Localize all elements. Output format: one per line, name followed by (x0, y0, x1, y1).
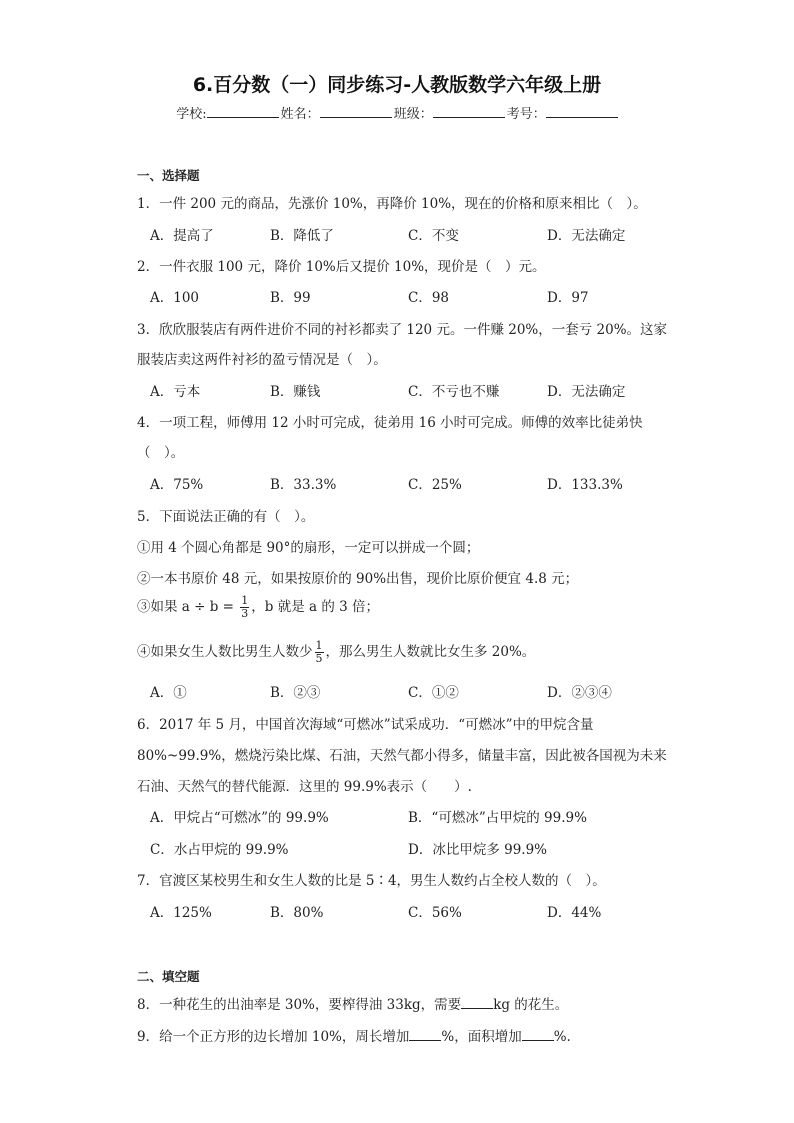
question-7-options (150, 901, 710, 921)
section-choice-title: 一、选择题 (137, 168, 200, 183)
answer-blank-area[interactable] (522, 1028, 554, 1041)
option-b[interactable]: B．“可燃冰”占甲烷的 99.9% (408, 810, 587, 826)
question-5-options (150, 681, 710, 701)
question-3-stem-line2: 服装店卖这两件衬衫的盈亏情况是（ ）。 (137, 352, 387, 368)
option-d[interactable]: D．44% (547, 905, 602, 921)
option-c[interactable]: C．25% (408, 477, 462, 493)
statement-3 (137, 595, 379, 620)
option-d[interactable]: D．冰比甲烷多 99.9% (408, 842, 548, 858)
statement-4-part-b: ，那么男生人数就比女生多 20%。 (325, 644, 536, 660)
exam-blank[interactable] (546, 105, 618, 118)
question-8-part-a: 8．一种花生的出油率是 30%，要榨得油 33kg，需要 (137, 997, 462, 1013)
option-a[interactable]: A．125% (150, 905, 212, 921)
option-d[interactable]: D．97 (547, 290, 589, 306)
fraction-one-fifth (315, 640, 324, 665)
option-d[interactable]: D．无法确定 (547, 228, 626, 244)
question-5-stem: 5．下面说法正确的有（ ）。 (137, 509, 315, 525)
option-d[interactable]: D．②③④ (547, 685, 612, 701)
question-8-part-b: kg 的花生。 (493, 997, 569, 1013)
statement-1: ①用 4 个圆心角都是 90°的扇形，一定可以拼成一个圆； (137, 540, 480, 556)
school-blank[interactable] (207, 105, 279, 118)
question-1-options (150, 224, 710, 244)
question-7-stem: 7．官渡区某校男生和女生人数的比是 5∶4，男生人数约占全校人数的（ ）。 (137, 873, 606, 889)
question-8 (137, 993, 568, 1013)
question-6-stem-line1: 6．2017 年 5 月，中国首次海域“可燃冰”试采成功．“可燃冰”中的甲烷含量 (137, 717, 594, 733)
fraction-denominator: 3 (241, 607, 249, 620)
question-6-options-row1 (150, 806, 710, 826)
class-label: 班级： (393, 107, 433, 122)
question-6-stem-line2: 80%~99.9%，燃烧污染比煤、石油，天然气都小得多，储量丰富，因此被各国视为未来 (137, 748, 667, 764)
statement-4-part-a: ④如果女生人数比男生人数少 (137, 644, 313, 660)
question-2-stem: 2．一件衣服 100 元，降价 10%后又提价 10%，现价是（ ）元。 (137, 259, 546, 275)
option-a[interactable]: A．甲烷占“可燃冰”的 99.9% (150, 810, 329, 826)
statement-2: ②一本书原价 48 元，如果按原价的 90%出售，现价比原价便宜 4.8 元； (137, 571, 579, 587)
option-b[interactable]: B．99 (270, 290, 311, 306)
section-fill-title: 二、填空题 (137, 969, 200, 984)
option-a[interactable]: A．100 (150, 290, 200, 306)
statement-3-part-a: ③如果 a ÷ b = (137, 599, 239, 615)
option-b[interactable]: B．降低了 (270, 228, 334, 244)
answer-blank[interactable] (461, 996, 493, 1009)
question-6-options-row2 (150, 838, 710, 858)
answer-blank-perimeter[interactable] (409, 1028, 441, 1041)
class-blank[interactable] (433, 105, 505, 118)
question-6-stem-line3: 石油、天然气的替代能源．这里的 99.9%表示（ ）. (137, 779, 472, 795)
question-4-options (150, 473, 710, 493)
option-b[interactable]: B．②③ (270, 685, 321, 701)
option-c[interactable]: C．①② (408, 685, 459, 701)
statement-4 (137, 640, 535, 665)
question-4-stem-line1: 4．一项工程，师傅用 12 小时可完成，徒弟用 16 小时可完成。师傅的效率比徒弟快 (137, 415, 643, 431)
question-2-options (150, 286, 710, 306)
question-3-options (150, 380, 710, 400)
fraction-numerator: 1 (315, 639, 323, 652)
option-a[interactable]: A．75% (150, 477, 204, 493)
question-4-stem-line2: （ ）。 (137, 445, 185, 461)
question-1-stem: 1．一件 200 元的商品，先涨价 10%，再降价 10%，现在的价格和原来相比（ ）。 (137, 196, 647, 212)
question-9-part-c: %. (553, 1029, 571, 1045)
question-3-stem-line1: 3．欣欣服装店有两件进价不同的衬衫都卖了 120 元。一件赚 20%，一套亏 20%。这家 (137, 322, 668, 338)
statement-3-part-b: ，b 就是 a 的 3 倍； (251, 599, 380, 615)
student-info-line (0, 103, 794, 122)
option-a[interactable]: A．亏本 (150, 384, 201, 400)
option-b[interactable]: B．赚钱 (270, 384, 321, 400)
option-c[interactable]: C．56% (408, 905, 462, 921)
fraction-denominator: 5 (315, 652, 323, 665)
option-c[interactable]: C．98 (408, 290, 450, 306)
question-9-part-a: 9．给一个正方形的边长增加 10%，周长增加 (137, 1029, 410, 1045)
option-d[interactable]: D．无法确定 (547, 384, 626, 400)
option-b[interactable]: B．33.3% (270, 477, 337, 493)
option-c[interactable]: C．水占甲烷的 99.9% (150, 842, 289, 858)
exam-label: 考号： (506, 107, 546, 122)
fraction-one-third (240, 595, 249, 620)
option-d[interactable]: D．133.3% (547, 477, 623, 493)
option-c[interactable]: C．不亏也不赚 (408, 384, 500, 400)
name-label: 姓名： (280, 107, 320, 122)
option-c[interactable]: C．不变 (408, 228, 459, 244)
option-b[interactable]: B．80% (270, 905, 324, 921)
name-blank[interactable] (320, 105, 392, 118)
option-a[interactable]: A．① (150, 685, 187, 701)
question-9 (137, 1025, 571, 1045)
school-label: 学校: (176, 107, 207, 122)
question-9-part-b: %，面积增加 (441, 1029, 522, 1045)
option-a[interactable]: A．提高了 (150, 228, 214, 244)
page-title: 6.百分数（一）同步练习-人教版数学六年级上册 (192, 74, 602, 96)
fraction-numerator: 1 (241, 594, 249, 607)
